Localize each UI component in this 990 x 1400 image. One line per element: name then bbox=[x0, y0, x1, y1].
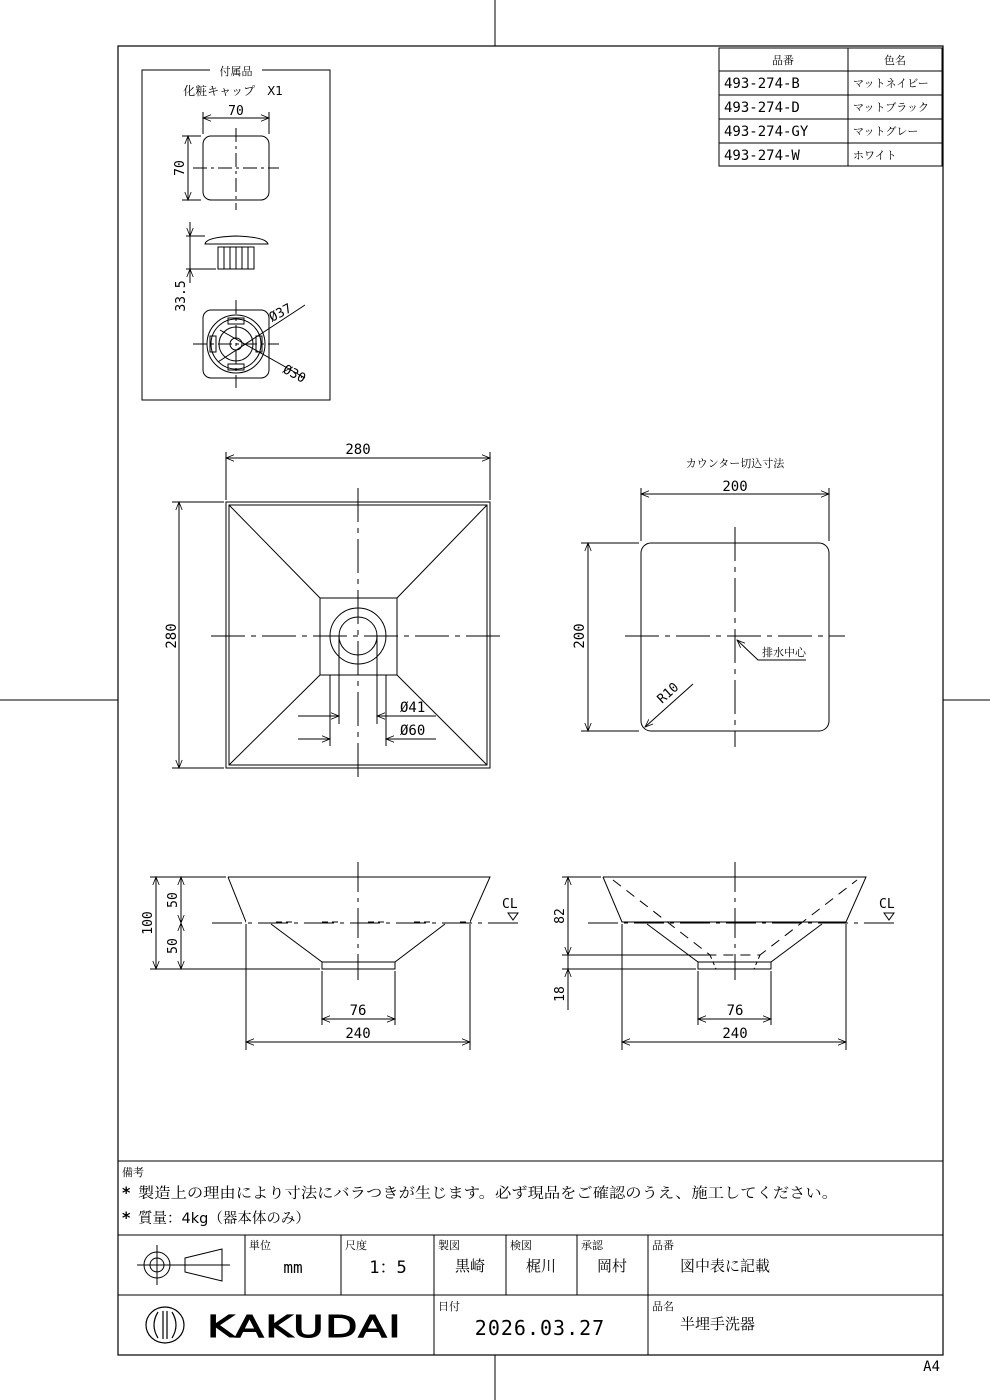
side-right-base-dim: 76 bbox=[726, 1003, 744, 1019]
product-name-value: 半埋手洗器 bbox=[680, 1315, 756, 1333]
checked-label: 検図 bbox=[510, 1239, 532, 1252]
date-label: 日付 bbox=[438, 1300, 460, 1313]
side-left-width-dim: 240 bbox=[345, 1026, 371, 1042]
cap-depth-dim: 33.5 bbox=[174, 280, 189, 312]
side-right-cl-label: CL bbox=[879, 897, 895, 912]
note-bullet: * bbox=[122, 1183, 131, 1202]
third-angle-projection-symbol bbox=[137, 1245, 230, 1285]
drain-outer-dia-dim: Ø60 bbox=[400, 723, 426, 739]
side-left-lower-dim: 50 bbox=[166, 938, 181, 954]
cap-width-dim: 70 bbox=[228, 104, 244, 119]
accessory-item: 化粧キャップ X1 bbox=[183, 84, 283, 98]
side-right-lower-dim: 18 bbox=[553, 986, 568, 1002]
parts-table-color: マットネイビー bbox=[853, 77, 929, 90]
side-right-upper-dim: 82 bbox=[553, 908, 568, 924]
drawn-value: 黒崎 bbox=[454, 1257, 486, 1275]
parts-table-part: 493-274-GY bbox=[724, 124, 809, 140]
approved-label: 承認 bbox=[581, 1239, 603, 1252]
cutout-radius-dim: R10 bbox=[654, 680, 683, 707]
side-left-cl-label: CL bbox=[502, 897, 518, 912]
drawing-frame bbox=[118, 46, 943, 1355]
cap-height-dim: 70 bbox=[173, 160, 188, 176]
top-view bbox=[172, 452, 505, 782]
parts-table-color: マットブラック bbox=[853, 101, 930, 114]
note-line-2: 質量：4kg（器本体のみ） bbox=[138, 1211, 310, 1227]
part-number-value: 図中表に記載 bbox=[680, 1257, 771, 1275]
cap-outer-dia-dim: Ø37 bbox=[266, 301, 295, 326]
side-right-width-dim: 240 bbox=[722, 1026, 748, 1042]
parts-table-color: ホワイト bbox=[853, 149, 897, 162]
unit-value: mm bbox=[283, 1258, 303, 1277]
date-value: 2026.03.27 bbox=[474, 1316, 606, 1340]
notes-title: 備考 bbox=[122, 1166, 144, 1179]
parts-table-header-part: 品番 bbox=[772, 54, 794, 67]
side-view-left bbox=[150, 862, 520, 1050]
parts-table-color: マットグレー bbox=[853, 125, 919, 138]
drain-inner-dia-dim: Ø41 bbox=[400, 700, 426, 716]
checked-value: 梶川 bbox=[525, 1257, 557, 1275]
side-left-total-dim: 100 bbox=[141, 911, 156, 935]
paper-size: A4 bbox=[923, 1359, 940, 1375]
side-view-right bbox=[562, 862, 896, 1050]
approved-value: 岡村 bbox=[596, 1257, 628, 1275]
part-number-label: 品番 bbox=[652, 1239, 674, 1252]
company-name: KAKUDAI bbox=[207, 1310, 402, 1345]
cap-top-view bbox=[182, 112, 279, 210]
accessory-title: 付属品 bbox=[219, 65, 253, 78]
top-height-dim: 280 bbox=[164, 623, 180, 649]
parts-table-part: 493-274-B bbox=[724, 76, 800, 92]
cutout-view bbox=[581, 488, 845, 747]
parts-table-header-color: 色名 bbox=[884, 54, 906, 67]
scale-value: 1：5 bbox=[369, 1258, 407, 1278]
side-left-upper-dim: 50 bbox=[166, 892, 181, 908]
note-line-1: 製造上の理由により寸法にバラつきが生じます。必ず現品をご確認のうえ、施工してください。 bbox=[138, 1186, 762, 1202]
drawn-label: 製図 bbox=[438, 1239, 460, 1252]
parts-table-part: 493-274-D bbox=[724, 100, 800, 116]
cutout-height-dim: 200 bbox=[572, 623, 588, 649]
scale-label: 尺度 bbox=[345, 1239, 367, 1252]
drain-center-label: 排水中心 bbox=[762, 646, 806, 659]
unit-label: 単位 bbox=[249, 1239, 271, 1252]
cap-inner-dia-dim: Ø30 bbox=[280, 362, 308, 387]
parts-table-part: 493-274-W bbox=[724, 148, 800, 164]
cutout-title: カウンター切込寸法 bbox=[685, 457, 785, 470]
side-left-base-dim: 76 bbox=[349, 1003, 367, 1019]
cutout-width-dim: 200 bbox=[722, 479, 748, 495]
product-name-label: 品名 bbox=[652, 1300, 674, 1313]
kakudai-logo bbox=[146, 1307, 184, 1343]
note-bullet: * bbox=[122, 1208, 131, 1227]
top-width-dim: 280 bbox=[345, 442, 371, 458]
cap-side-view bbox=[186, 222, 268, 283]
